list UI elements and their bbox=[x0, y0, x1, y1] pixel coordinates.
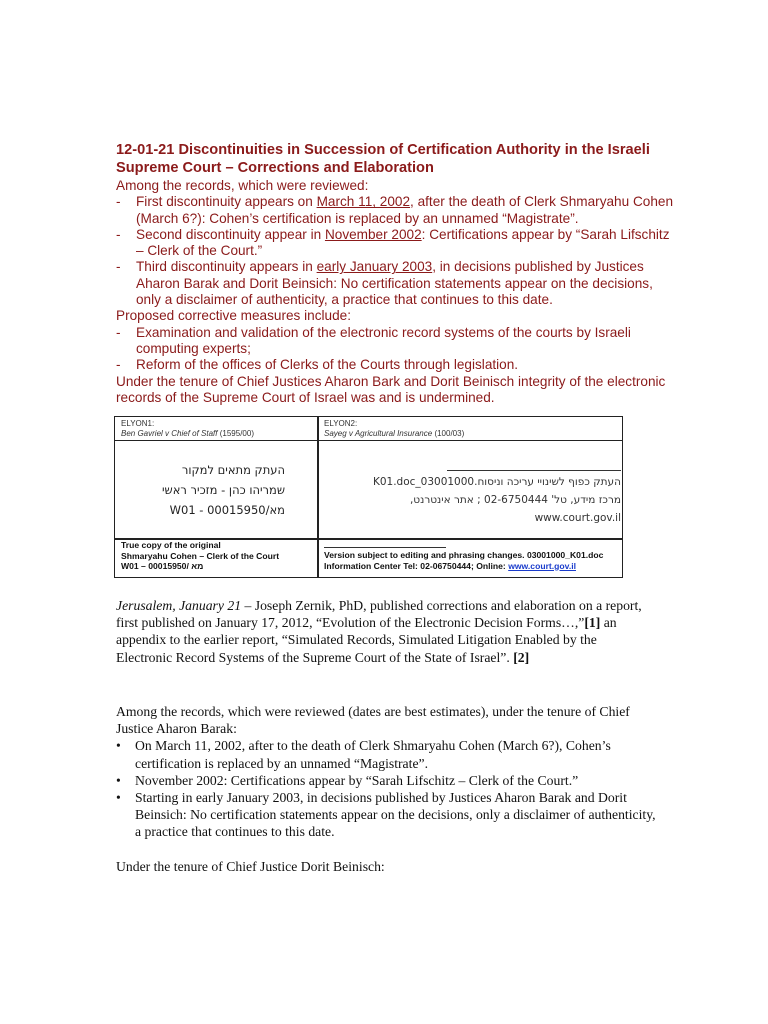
article-paragraph: Under the tenure of Chief Justice Dorit Beinisch: bbox=[116, 859, 385, 874]
summary-section bbox=[116, 178, 676, 406]
reference-1[interactable]: [1] bbox=[584, 615, 601, 631]
certification-comparison-figure bbox=[114, 416, 623, 578]
reference-2[interactable]: [2] bbox=[513, 649, 530, 665]
measure-item: - Reform of the offices of Clerks of the Courts through legislation. bbox=[116, 357, 519, 373]
summary-lead: Among the records, which were reviewed: bbox=[116, 178, 369, 193]
right-caption: Version subject to editing and phrasing changes. 03001000_K01.doc Information Center Tel: 02-06750444; Online: www.court.gov.il bbox=[324, 550, 604, 571]
summary-item: - First discontinuity appears on March 11, 2002, after the death of Clerk Shmaryahu Cohen (March 6?): Cohen’s certification is replaced by an unnamed “Magistrate”. bbox=[116, 194, 674, 226]
article-paragraph: Jerusalem, January 21 – Joseph Zernik, PhD, published corrections and elaboration on a report, first published on January 17, 2012, “Evolution of the Electronic Decision Forms…,”[1] an appendix to the earlier report, “Simulated Records, Simulated Litigation Enabled by the Electronic Record Systems of the Supreme Court of the State of Israel”. [2] bbox=[116, 598, 642, 665]
right-cell-header: ELYON2: Sayeg v Agricultural Insurance (100/03) bbox=[324, 419, 465, 438]
left-hebrew-stamp: העתק מתאים למקור שמריהו כהן - מזכיר ראשי מא/W01 - 00015950 bbox=[161, 463, 285, 517]
court-website-link[interactable]: www.court.gov.il bbox=[508, 560, 576, 571]
summary-date: early January 2003 bbox=[316, 259, 433, 275]
list-item: • November 2002: Certifications appear by “Sarah Lifschitz – Clerk of the Court.” bbox=[116, 772, 579, 788]
summary-item: - Second discontinuity appear in November 2002: Certifications appear by “Sarah Lifschitz – Clerk of the Court.” bbox=[116, 226, 670, 259]
measure-item: - Examination and validation of the electronic record systems of the courts by Israeli computing experts; bbox=[116, 324, 631, 356]
measures-lead: Proposed corrective measures include: bbox=[116, 308, 351, 324]
right-hebrew-stamp: העתק כפוף לשינויי עריכה וניסוח.03001000_K01.doc מרכז מידע, טל' 02-6750444 ; אתר אינטרנט, www.court.gov.il bbox=[372, 476, 621, 524]
left-caption: True copy of the original Shmaryahu Cohen – Clerk of the Court W01 – 00015950/ מא bbox=[121, 540, 280, 572]
article-paragraph: Among the records, which were reviewed (dates are best estimates), under the tenure of Chief Justice Aharon Barak: • On March 11, 2002, after to the death of Clerk Shmaryahu Cohen (March 6?), Cohen’s certification is replaced by an unnamed “Magistrate”. • November 2002: Certifications appear by “Sarah Lifschitz – Clerk of the Court.” • Starting in early January 2003, in decisions published by Justices Aharon Barak and Dorit Beinsich: No certification statements appear on the decisions, only a disclaimer of authenticity, a practice that continues to this date. bbox=[116, 704, 656, 840]
summary-item: - Third discontinuity appears in early January 2003, in decisions published by Justices Aharon Barak and Dorit Beinsich: No certification statements appear on the decisions, only a disclaimer of authenticity, a practice that continues to this date. bbox=[116, 259, 653, 308]
summary-date: November 2002 bbox=[324, 226, 422, 242]
list-item: • On March 11, 2002, after to the death of Clerk Shmaryahu Cohen (March 6?), Cohen’s certification is replaced by an unnamed “Magistrate”. bbox=[116, 738, 611, 771]
dateline: Jerusalem, January 21 bbox=[116, 598, 242, 613]
document-title: 12-01-21 Discontinuities in Succession of Certification Authority in the Israeli Supreme Court – Corrections and Elaboration bbox=[116, 142, 650, 176]
list-item: • Starting in early January 2003, in decisions published by Justices Aharon Barak and Dorit Beinsich: No certification statements appear on the decisions, only a disclaimer of authenticity, a practice that continues to this date. bbox=[116, 790, 656, 840]
summary-closing: Under the tenure of Chief Justices Aharon Bark and Dorit Beinisch integrity of the electronic records of the Supreme Court of Israel was and is undermined. bbox=[116, 373, 666, 405]
left-cell-header: ELYON1: Ben Gavriel v Chief of Staff (1595/00) bbox=[121, 419, 254, 438]
summary-date: March 11, 2002 bbox=[316, 194, 411, 210]
